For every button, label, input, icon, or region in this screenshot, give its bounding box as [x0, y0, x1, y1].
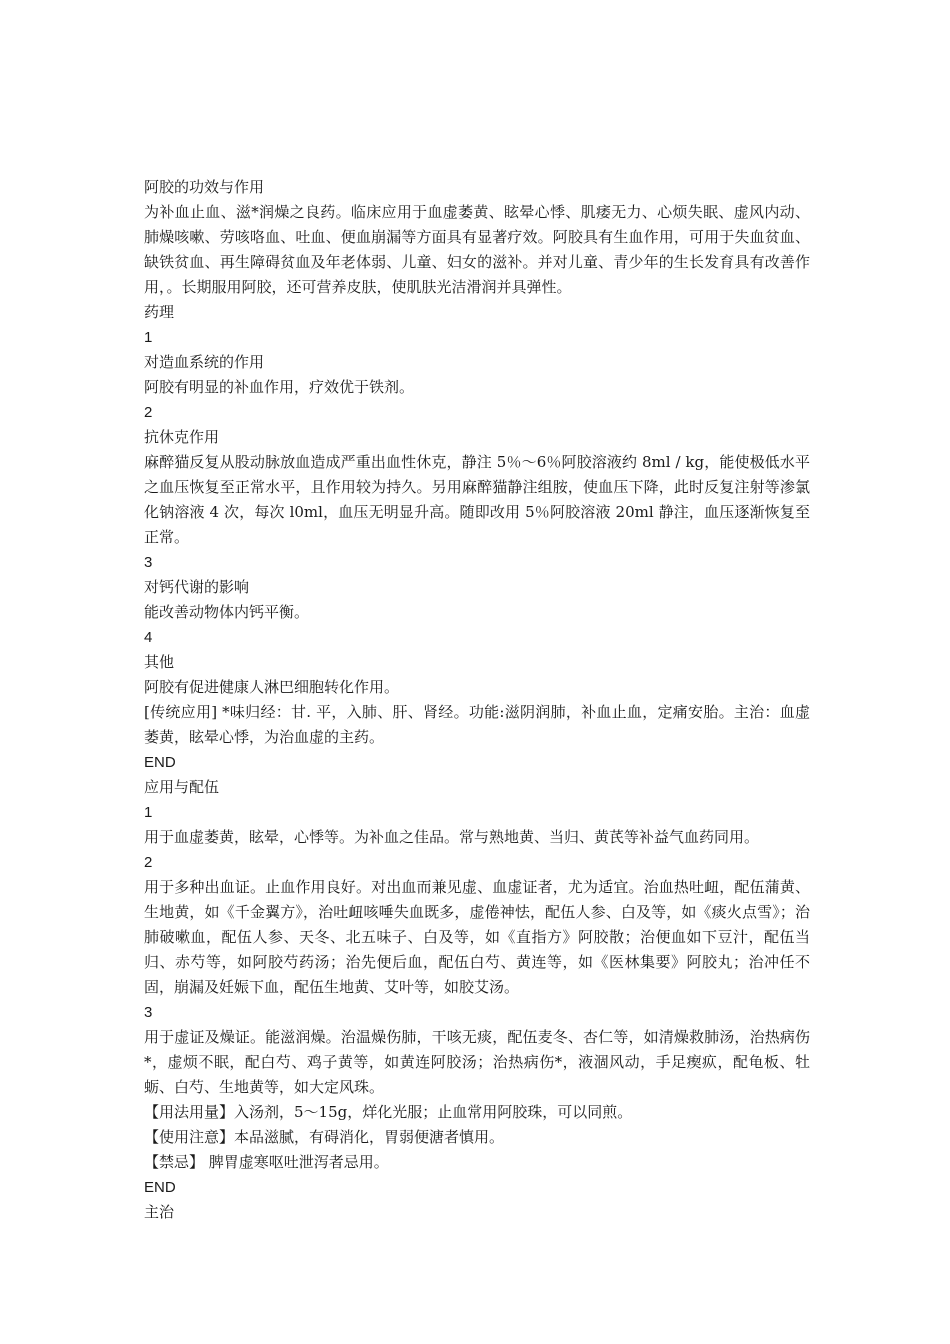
item-heading: 对钙代谢的影响 [144, 578, 250, 596]
contraindication-paragraph: 【禁忌】 脾胃虚寒呕吐泄泻者忌用。 [144, 1153, 389, 1171]
end-marker: END [144, 754, 176, 771]
item-text: 阿胶有明显的补血作用，疗效优于铁剂。 [144, 378, 415, 396]
item-number: 3 [144, 554, 153, 571]
traditional-use-paragraph: [传统应用] *味归经：甘. 平，入肺、肝、肾经。功能:滋阴润肺，补血止血，定痛安胎。主治：血虚萎黄，眩晕心悸，为治血虚的主药。 [144, 703, 810, 746]
section-heading-application: 应用与配伍 [144, 778, 220, 796]
dosage-paragraph: 【用法用量】入汤剂，5～15g，烊化光服；止血常用阿胶珠，可以同煎。 [144, 1103, 633, 1121]
item-number: 3 [144, 1004, 153, 1021]
item-text: 用于虚证及燥证。能滋润燥。治温燥伤肺，干咳无痰，配伍麦冬、杏仁等，如清燥救肺汤，治热病伤*，虚烦不眠，配白芍、鸡子黄等，如黄连阿胶汤；治热病伤*，液涸风动，手足瘈疭，配龟板、牡蛎、白芍、生地黄等，如大定风珠。 [144, 1028, 810, 1096]
section-heading-indications: 主治 [144, 1203, 175, 1221]
end-marker: END [144, 1179, 176, 1196]
section-heading-pharmacology: 药理 [144, 303, 175, 321]
caution-paragraph: 【使用注意】本品滋腻，有碍消化，胃弱便溏者慎用。 [144, 1128, 505, 1146]
intro-paragraph: 为补血止血、滋*润燥之良药。临床应用于血虚萎黄、眩晕心悸、肌痿无力、心烦失眠、虚风内动、肺燥咳嗽、劳咳咯血、吐血、便血崩漏等方面具有显著疗效。阿胶具有生血作用，可用于失血贫血、缺铁贫血、再生障碍贫血及年老体弱、儿童、妇女的滋补。并对儿童、青少年的生长发育具有改善作用，。长期服用阿胶，还可营养皮肤，使肌肤光洁滑润并具弹性。 [144, 203, 810, 296]
item-heading: 抗休克作用 [144, 428, 220, 446]
item-number: 2 [144, 404, 153, 421]
document-title: 阿胶的功效与作用 [144, 178, 265, 196]
item-number: 1 [144, 329, 153, 346]
item-text: 用于血虚萎黄，眩晕，心悸等。为补血之佳品。常与熟地黄、当归、黄芪等补益气血药同用。 [144, 828, 760, 846]
item-heading: 其他 [144, 653, 175, 671]
item-number: 4 [144, 629, 153, 646]
item-number: 2 [144, 854, 153, 871]
document-body [144, 175, 810, 1225]
item-text: 阿胶有促进健康人淋巴细胞转化作用。 [144, 678, 400, 696]
item-heading: 对造血系统的作用 [144, 353, 265, 371]
item-text: 麻醉猫反复从股动脉放血造成严重出血性休克，静注 5％～6％阿胶溶液约 8ml / kg，能使极低水平之血压恢复至正常水平，且作用较为持久。另用麻醉猫静注组胺，使血压下降，此时反复注射等渗氯化钠溶液 4 次，每次 l0ml，血压无明显升高。随即改用 5％阿胶溶液 20ml 静注，血压逐渐恢复至正常。 [144, 453, 810, 546]
item-number: 1 [144, 804, 153, 821]
item-text: 能改善动物体内钙平衡。 [144, 603, 310, 621]
item-text: 用于多种出血证。止血作用良好。对出血而兼见虚、血虚证者，尤为适宜。治血热吐衄，配伍蒲黄、生地黄，如《千金翼方》，治吐衄咳唾失血既多，虚倦神怯，配伍人参、白及等，如《痰火点雪》；治肺破嗽血，配伍人参、天冬、北五味子、白及等，如《直指方》阿胶散；治便血如下豆汁，配伍当归、赤芍等，如阿胶芍药汤；治先便后血，配伍白芍、黄连等，如《医林集要》阿胶丸；治冲任不固，崩漏及妊娠下血，配伍生地黄、艾叶等，如胶艾汤。 [144, 878, 810, 996]
